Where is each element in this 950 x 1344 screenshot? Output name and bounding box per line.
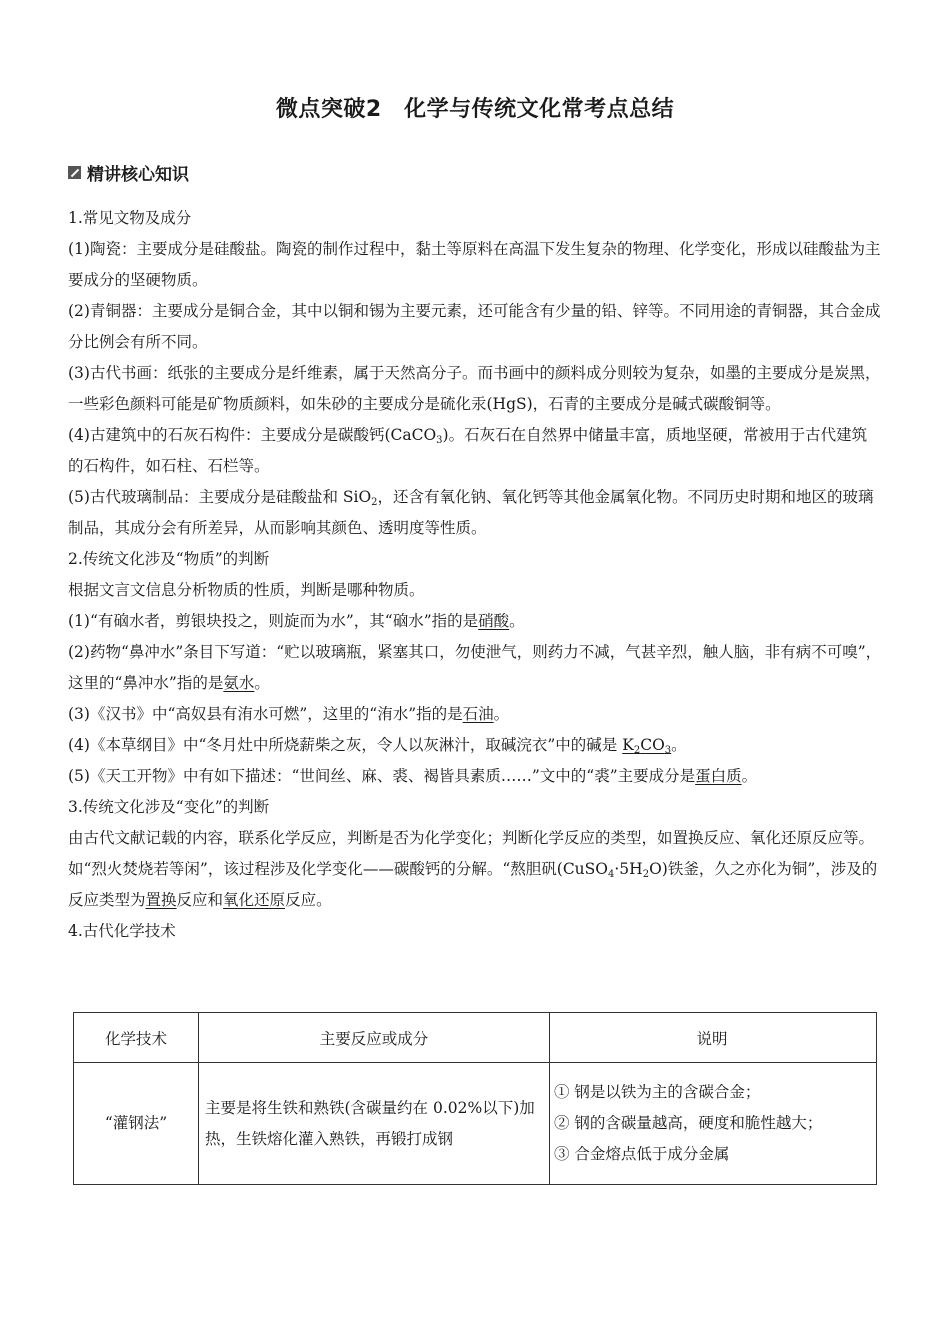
- part1-heading: 1.常见文物及成分: [68, 209, 192, 227]
- answer-blank: 置换: [145, 891, 177, 909]
- table-header-cell: 说明: [550, 1013, 877, 1063]
- part2-q4: (4)《本草纲目》中“冬月灶中所烧薪柴之灰，令人以灰淋汁，取碱浣衣”中的碱是 $K_2CO_3$。: [68, 736, 687, 756]
- part2-q5: (5)《天工开物》中有如下描述：“世间丝、麻、裘、褐皆具素质……”文中的“裘”主要成分是蛋白质。: [68, 767, 758, 785]
- part2-intro: 根据文言文信息分析物质的性质，判断是哪种物质。: [68, 581, 425, 599]
- table-row: [74, 1063, 877, 1185]
- answer-blank: $K_2CO_3$: [622, 736, 672, 756]
- answer-blank: 石油: [462, 705, 494, 723]
- note-item: ③ 合金熔点低于成分金属: [554, 1145, 730, 1163]
- part3-text: 由古代文献记载的内容，联系化学反应，判断是否为化学变化；判断化学反应的类型，如置换反应、氧化还原反应等。如“烈火焚烧若等闲”，该过程涉及化学变化——碳酸钙的分解。“熬胆矾$(CuSO_4\cdot 5H_2O)$铁釜，久之亦化为铜”，涉及的反应类型为置换反应和氧化还原反应。: [68, 829, 878, 909]
- answer-blank: 氧化还原: [223, 891, 286, 909]
- part1-item1: (1)陶瓷：主要成分是硅酸盐。陶瓷的制作过程中，黏土等原料在高温下发生复杂的物理、化学变化，形成以硅酸盐为主要成分的坚硬物质。: [68, 240, 881, 289]
- part4-heading: 4.古代化学技术: [68, 922, 176, 940]
- table-cell-reaction: 主要是将生铁和熟铁(含碳量约在 0.02%以下)加热，生铁熔化灌入熟铁，再锻打成钢: [199, 1063, 550, 1185]
- table-cell-tech: “灌钢法”: [74, 1063, 199, 1185]
- table-header-row: [74, 1013, 877, 1063]
- answer-blank: 硝酸: [478, 612, 510, 630]
- table-header-cell: 化学技术: [74, 1013, 199, 1063]
- part3-heading: 3.传统文化涉及“变化”的判断: [68, 798, 270, 816]
- table-header-cell: 主要反应或成分: [199, 1013, 550, 1063]
- part2-q1: (1)“有硇水者，剪银块投之，则旋而为水”，其“硇水”指的是硝酸。: [68, 612, 525, 630]
- part1-item4: (4)古建筑中的石灰石构件：主要成分是碳酸钙(CaCO$_3$)。石灰石在自然界中储量丰富，质地坚硬，常被用于古代建筑的石构件，如石柱、石栏等。: [68, 426, 868, 475]
- page-title: 微点突破2 化学与传统文化常考点总结: [275, 97, 675, 122]
- technique-table: [73, 1012, 877, 1185]
- section-label: 精讲核心知识: [87, 165, 189, 185]
- note-item: ② 钢的含碳量越高，硬度和脆性越大；: [554, 1114, 823, 1132]
- main-content: [68, 203, 882, 947]
- answer-blank: 蛋白质: [695, 767, 742, 785]
- part1-item2: (2)青铜器：主要成分是铜合金，其中以铜和锡为主要元素，还可能含有少量的铅、锌等。不同用途的青铜器，其合金成分比例会有所不同。: [68, 302, 881, 351]
- answer-blank: 氨水: [223, 674, 255, 692]
- part2-q3: (3)《汉书》中“高奴县有洧水可燃”，这里的“洧水”指的是石油。: [68, 705, 510, 723]
- pencil-icon: [68, 166, 81, 179]
- part2-q2: (2)药物“鼻冲水”条目下写道：“贮以玻璃瓶，紧塞其口，勿使泄气，则药力不减，气甚辛烈，触人脑，非有病不可嗅”，这里的“鼻冲水”指的是氨水。: [68, 643, 882, 692]
- part2-heading: 2.传统文化涉及“物质”的判断: [68, 550, 270, 568]
- section-header: [68, 160, 189, 185]
- part1-item5: (5)古代玻璃制品：主要成分是硅酸盐和 SiO$_2$，还含有氧化钠、氧化钙等其他金属氧化物。不同历史时期和地区的玻璃制品，其成分会有所差异，从而影响其颜色、透明度等性质。: [68, 488, 874, 537]
- note-item: ① 钢是以铁为主的含碳合金；: [554, 1083, 761, 1101]
- part1-item3: (3)古代书画：纸张的主要成分是纤维素，属于天然高分子。而书画中的颜料成分则较为复杂，如墨的主要成分是炭黑，一些彩色颜料可能是矿物质颜料，如朱砂的主要成分是硫化汞(HgS)，石青的主要成分是碱式碳酸铜等。: [68, 364, 881, 413]
- table-cell-notes: [550, 1063, 877, 1185]
